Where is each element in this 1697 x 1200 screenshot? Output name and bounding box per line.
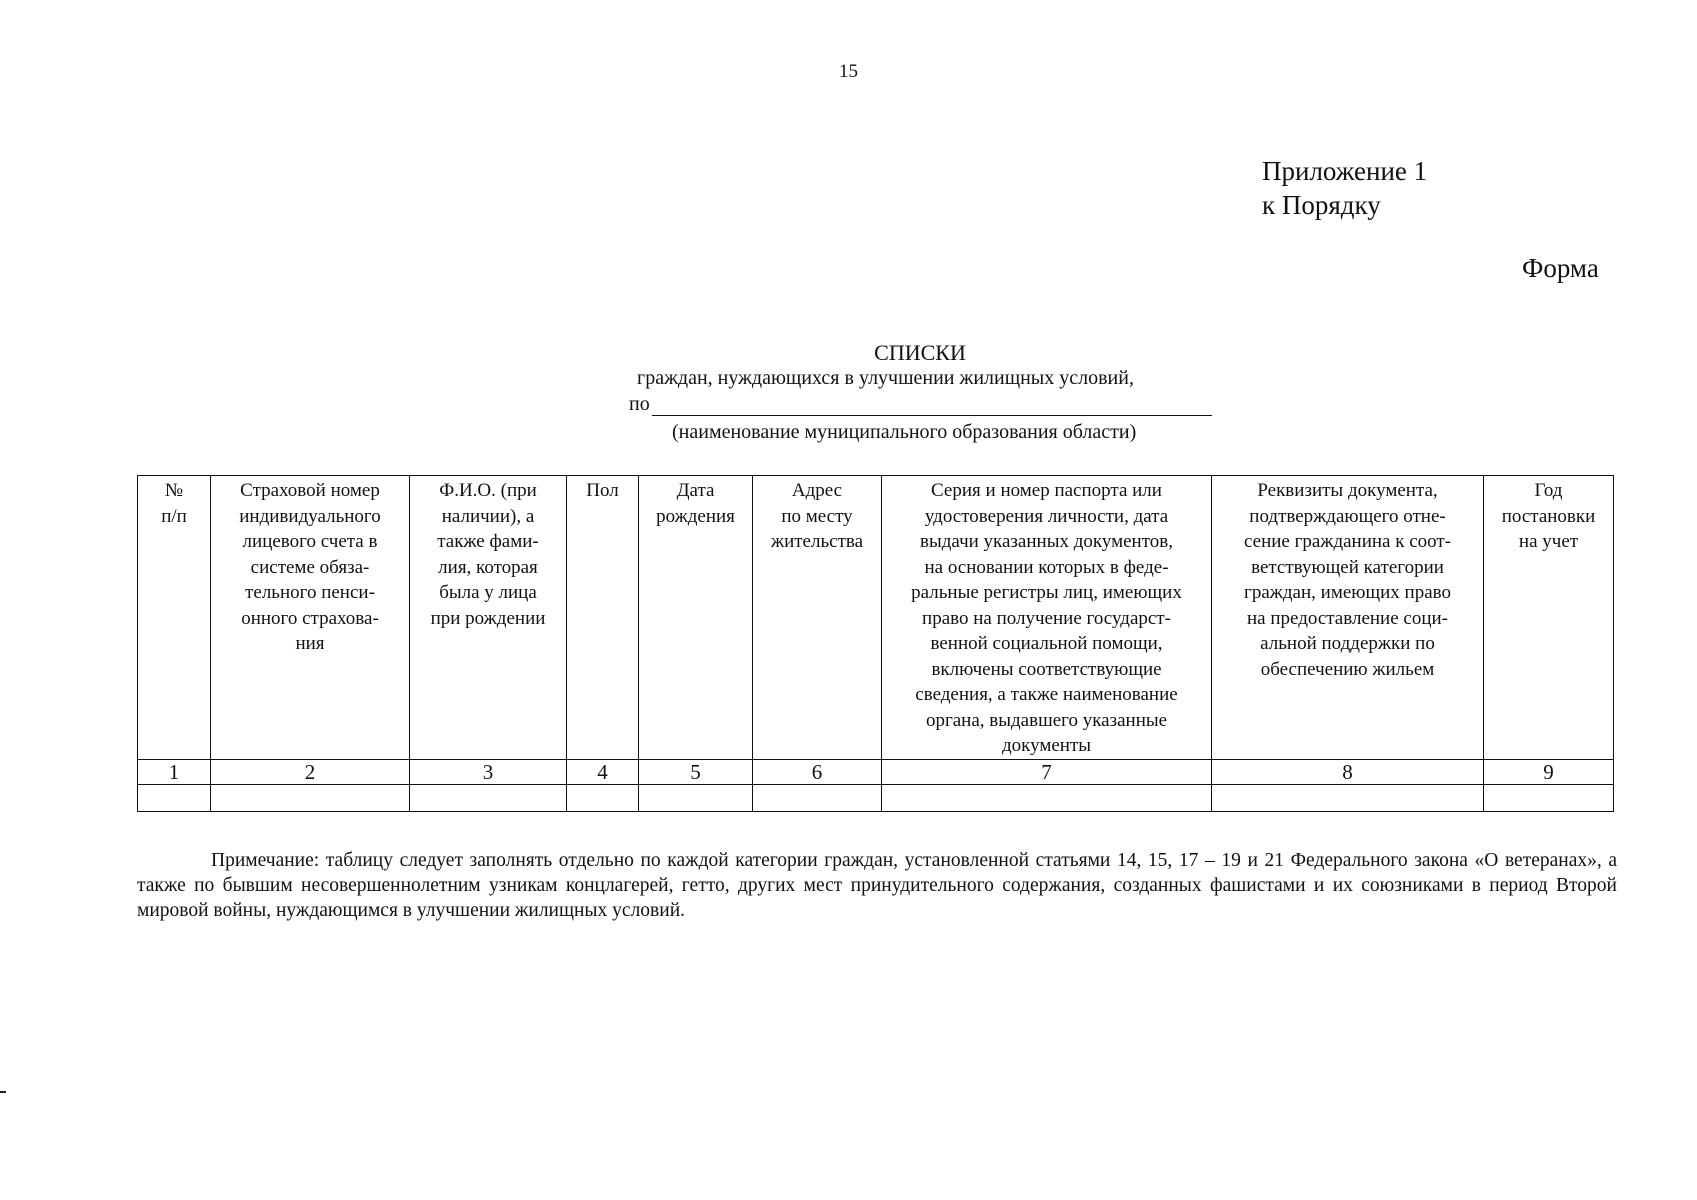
po-label: по <box>629 393 650 415</box>
header-cell-birth-date: Дата рождения <box>639 476 753 760</box>
empty-cell[interactable] <box>639 784 753 811</box>
header-cell-sex: Пол <box>567 476 639 760</box>
municipality-caption: (наименование муниципального образования области) <box>672 421 1137 443</box>
empty-cell[interactable] <box>753 784 882 811</box>
header-cell-registration-year: Год постановки на учет <box>1484 476 1614 760</box>
header-cell-address: Адрес по месту жительства <box>753 476 882 760</box>
municipality-blank[interactable] <box>652 395 1212 416</box>
column-number: 2 <box>211 759 410 784</box>
empty-cell[interactable] <box>1484 784 1614 811</box>
empty-cell[interactable] <box>211 784 410 811</box>
column-number: 5 <box>639 759 753 784</box>
header-cell-full-name: Ф.И.О. (при наличии), а также фами- лия, которая была у лица при рождении <box>410 476 567 760</box>
column-number: 3 <box>410 759 567 784</box>
appendix-line-2: к Порядку <box>1262 190 1381 220</box>
citizens-list-table <box>137 475 1614 812</box>
document-title: СПИСКИ <box>874 340 966 365</box>
municipality-line <box>629 393 1212 416</box>
appendix-heading <box>1262 154 1427 222</box>
empty-cell[interactable] <box>882 784 1212 811</box>
document-subtitle: граждан, нуждающихся в улучшении жилищных условий, <box>637 367 1134 389</box>
empty-cell[interactable] <box>567 784 639 811</box>
appendix-line-1: Приложение 1 <box>1262 156 1428 186</box>
column-number: 6 <box>753 759 882 784</box>
header-cell-number: № п/п <box>138 476 211 760</box>
column-number: 4 <box>567 759 639 784</box>
header-cell-passport: Серия и номер паспорта или удостоверения личности, дата выдачи указанных документов, на основании которых в феде- ральные регистры лиц, имеющих право на получение государст- венной социальной помощи, включены соответствующие сведения, а также наименование органа, выдавшего указанные документы <box>882 476 1212 760</box>
margin-mark <box>0 1091 6 1093</box>
column-number: 7 <box>882 759 1212 784</box>
column-number: 9 <box>1484 759 1614 784</box>
table-row <box>138 784 1614 811</box>
note-paragraph <box>137 848 1617 923</box>
empty-cell[interactable] <box>1212 784 1484 811</box>
header-cell-category-document: Реквизиты документа, подтверждающего отне- сение гражданина к соот- ветствующей категории граждан, имеющих право на предоставление соци- альной поддержки по обеспечению жильем <box>1212 476 1484 760</box>
column-number-row <box>138 759 1614 784</box>
note-text: Примечание: таблицу следует заполнять отдельно по каждой категории граждан, установленной статьями 14, 15, 17 – 19 и 21 Федерального закона «О ветеранах», а также по бывшим несовершеннолетним узникам концлагерей, гетто, других мест принудительного содержания, созданных фашистами и их союзниками в период Второй мировой войны, нуждающимся в улучшении жилищных условий. <box>137 850 1617 921</box>
header-cell-snils: Страховой номер индивидуального лицевого счета в системе обяза- тельного пенси- онного страхова- ния <box>211 476 410 760</box>
column-number: 1 <box>138 759 211 784</box>
empty-cell[interactable] <box>410 784 567 811</box>
page-number: 15 <box>839 61 858 82</box>
form-label: Форма <box>1522 253 1599 283</box>
empty-cell[interactable] <box>138 784 211 811</box>
table-header-row <box>138 476 1614 760</box>
column-number: 8 <box>1212 759 1484 784</box>
